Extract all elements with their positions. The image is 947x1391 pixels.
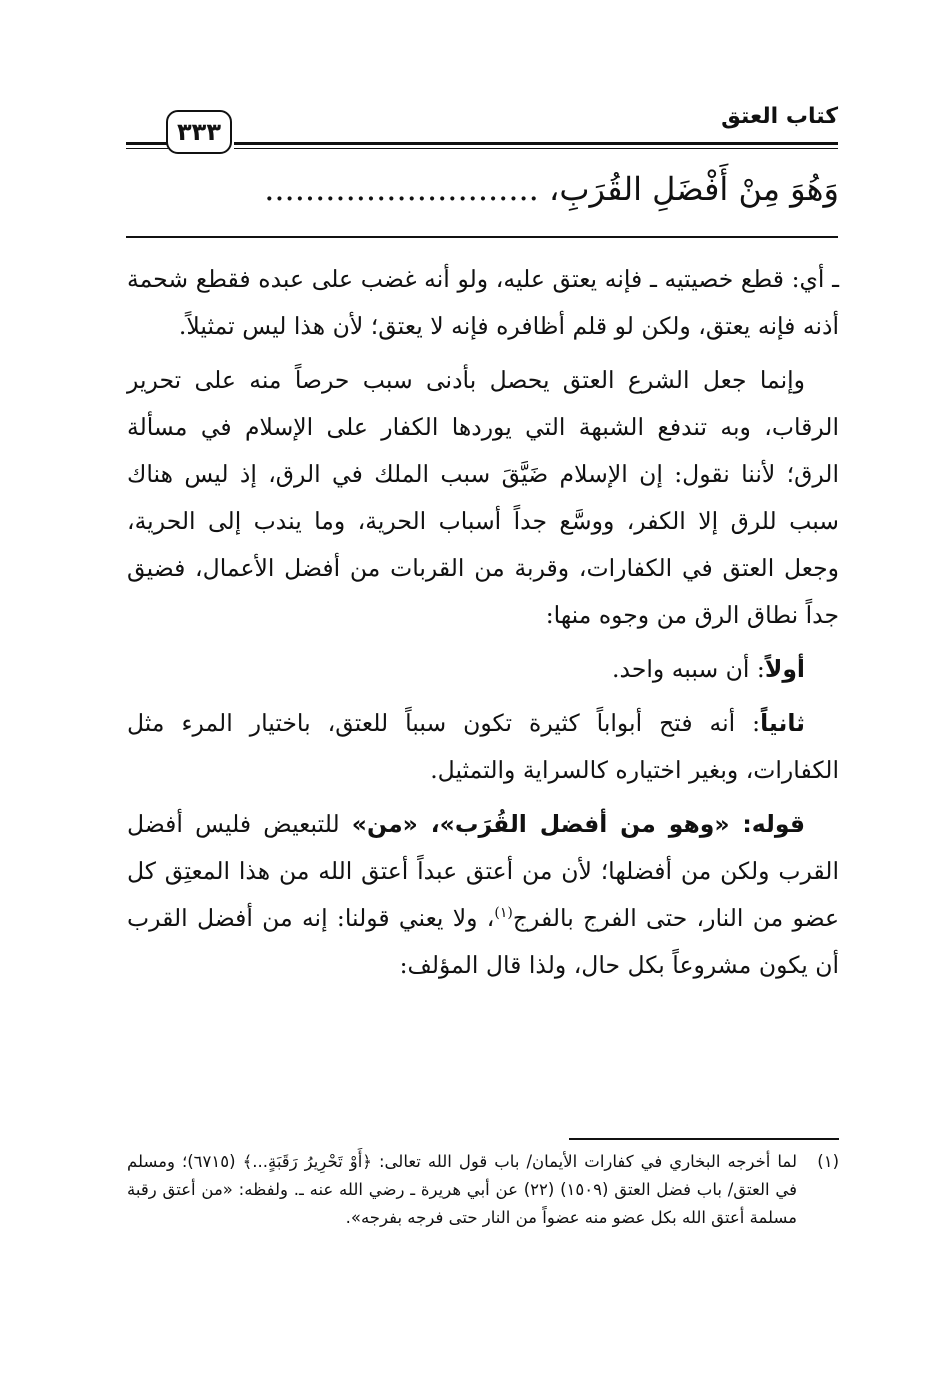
paragraph-1: ـ أي: قطع خصيتيه ـ فإنه يعتق عليه، ولو أنه غضب على عبده فقطع شحمة أذنه فإنه يعتق، ولكن لو قلم أظافره فإنه لا يعتق؛ لأن هذا ليس تمثيلاً. bbox=[127, 265, 839, 340]
footnotes bbox=[127, 1148, 839, 1232]
paragraph-3-lead: أولاً bbox=[764, 655, 805, 683]
header-rule-thick bbox=[234, 142, 838, 145]
paragraph-4 bbox=[127, 700, 839, 794]
page-header bbox=[126, 100, 838, 160]
running-title: كتاب العتق bbox=[721, 104, 838, 129]
footnote-number: (١) bbox=[817, 1152, 839, 1171]
paragraph-3 bbox=[127, 646, 839, 693]
header-rule-left-thin bbox=[126, 148, 168, 149]
paragraph-4-text: : أنه فتح أبواباً كثيرة تكون سبباً للعتق، باختيار المرء مثل الكفارات، وبغير اختياره كالسراية والتمثيل. bbox=[127, 709, 839, 784]
paragraph-3-text: : أن سببه واحد. bbox=[612, 655, 765, 683]
header-rule-thin bbox=[234, 148, 838, 149]
paragraph-4-lead: ثانياً bbox=[760, 709, 805, 737]
footnote-divider bbox=[569, 1138, 839, 1140]
matn-divider bbox=[126, 236, 838, 238]
paragraph-5-text-a: للتبعيض فليس أفضل القرب ولكن من أفضلها؛ لأن من أعتق عبداً أعتق الله من هذا المعتِق كل عضو من النار، حتى الفرج بالفرج bbox=[127, 810, 840, 932]
paragraph-5-text-b: ، ولا يعني قولنا: إنه من أفضل القرب أن يكون مشروعاً بكل حال، ولذا قال المؤلف: bbox=[127, 904, 839, 979]
paragraph-2: وإنما جعل الشرع العتق يحصل بأدنى سبب حرصاً منه على تحرير الرقاب، وبه تندفع الشبهة التي يوردها الكفار على الإسلام في مسألة الرق؛ لأننا نقول: إن الإسلام ضَيَّقَ سبب الملك في الرق، إذ ليس هناك سبب للرق إلا الكفر، ووسَّع جداً أسباب الحرية، وما يندب إلى الحرية، وجعل العتق في الكفارات، وقربة من القربات من أفضل الأعمال، فضيق جداً نطاق الرق من وجوه منها: bbox=[127, 366, 839, 629]
matn-line: وَهُوَ مِنْ أَفْضَلِ القُرَبِ، ........................... bbox=[264, 170, 839, 208]
footnote-reference[interactable]: (١) bbox=[494, 905, 513, 922]
commentary-body bbox=[127, 256, 839, 989]
paragraph-5-lead: قوله: «وهو من أفضل القُرَب»، «من» bbox=[351, 810, 805, 838]
footnote-text: لما أخرجه البخاري في كفارات الأيمان/ باب قول الله تعالى: ﴿أَوْ تَحْرِيرُ رَقَبَةٍ...﴾ (٦٧١٥)؛ ومسلم في العتق/ باب فضل العتق (١٥٠٩) (٢٢) عن أبي هريرة ـ رضي الله عنه ـ. ولفظه: «من أعتق رقبة مسلمة أعتق الله بكل عضو منه عضواً من النار حتى فرجه بفرجه». bbox=[127, 1152, 798, 1227]
paragraph-5 bbox=[127, 801, 839, 989]
header-rule-left-thick bbox=[126, 142, 168, 145]
page-number: ٣٣٣ bbox=[166, 110, 232, 154]
footnote-1 bbox=[127, 1148, 839, 1232]
